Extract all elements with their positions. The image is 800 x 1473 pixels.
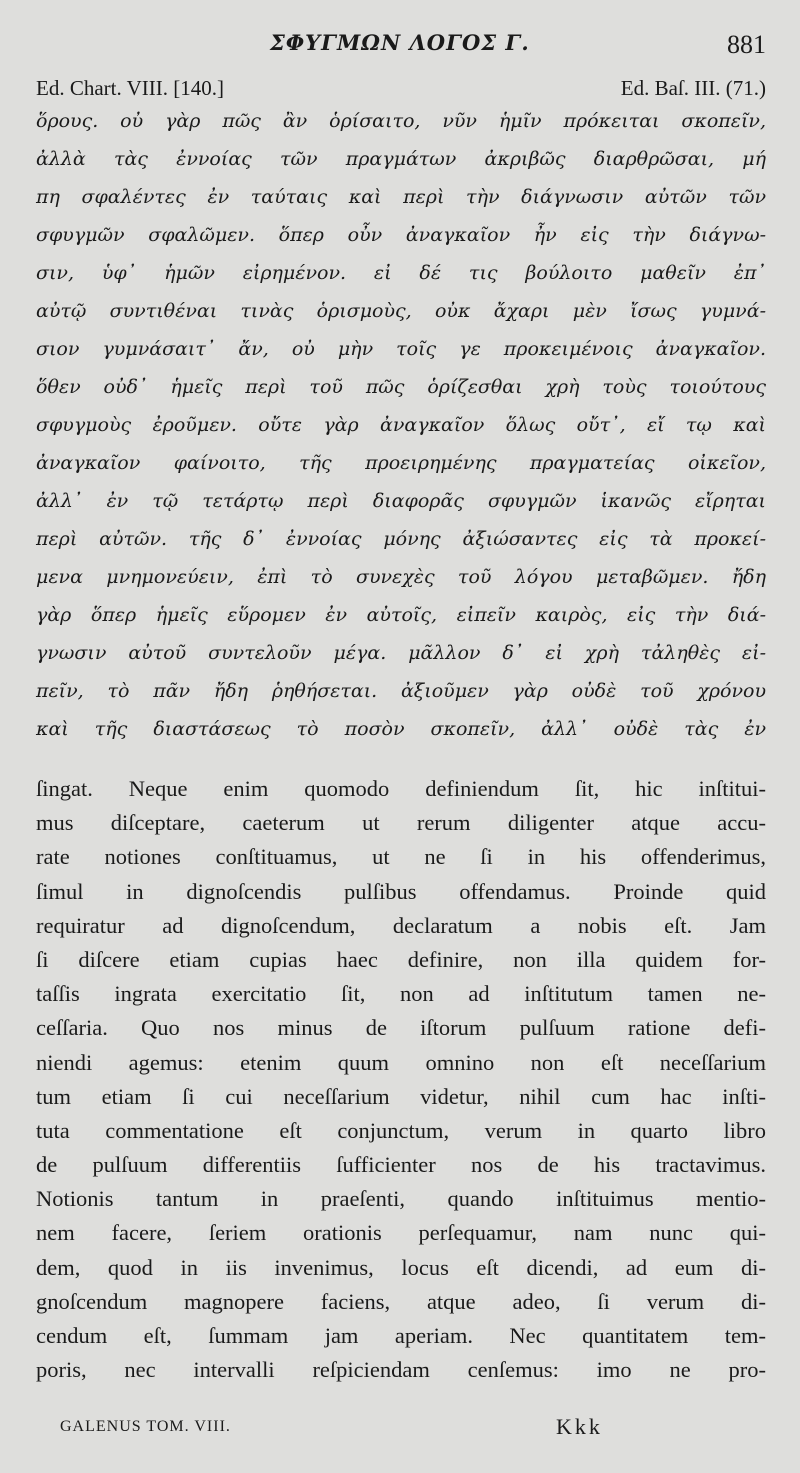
signature-mark: Kkk <box>556 1414 603 1439</box>
greek-text-line: μενα μνημονεύειν, ἐπὶ τὸ συνεχὲς τοῦ λόγου μεταβῶμεν. ἤδη <box>36 566 766 588</box>
latin-text-line: ſi diſcere etiam cupias haec definire, non illa quidem for- <box>36 946 766 972</box>
page-footer <box>36 1414 766 1444</box>
footer-volume: GALENUS TOM. VIII. <box>60 1418 231 1435</box>
latin-text-line: ſimul in dignoſcendis pulſibus offendamus. Proinde quid <box>36 878 766 904</box>
latin-text-line: mus diſceptare, caeterum ut rerum diligenter atque accu- <box>36 810 766 836</box>
greek-text-line: γνωσιν αὐτοῦ συντελοῦν μέγα. μᾶλλον δ᾽ εἰ χρὴ τἀληθὲς εἰ- <box>36 642 766 664</box>
latin-text-line: niendi agemus: etenim quum omnino non eſt neceſſarium <box>36 1049 766 1075</box>
greek-text-line: ἀναγκαῖον φαίνοιτο, τῆς προειρημένης πραγματείας οἰκεῖον, <box>36 452 766 474</box>
latin-text-line: Notionis tantum in praeſenti, quando inſtituimus mentio- <box>36 1186 766 1212</box>
latin-text-line: taſſis ingrata exercitatio ſit, non ad inſtitutum tamen ne- <box>36 981 766 1007</box>
latin-text-line: ſingat. Neque enim quomodo definiendum ſit, hic inſtitui- <box>36 776 766 801</box>
edition-chartier: Ed. Chart. VIII. [140.] <box>36 76 224 100</box>
latin-text-line: de pulſuum differentiis ſufficienter nos de his tractavimus. <box>36 1152 766 1178</box>
greek-text-line: ἀλλὰ τὰς ἐννοίας τῶν πραγμάτων ἀκριβῶς διαρθρῶσαι, μή <box>36 148 766 170</box>
greek-text-line: καὶ τῆς διαστάσεως τὸ ποσὸν σκοπεῖν, ἀλλ᾽ οὐδὲ τὰς ἐν <box>36 718 766 740</box>
greek-text-line: γὰρ ὅπερ ἡμεῖς εὕρομεν ἐν αὐτοῖς, εἰπεῖν καιρὸς, εἰς τὴν διά- <box>36 604 766 626</box>
latin-text-line: tuta commentatione eſt conjunctum, verum in quarto libro <box>36 1117 766 1143</box>
greek-text-line: ὅθεν οὐδ᾽ ἡμεῖς περὶ τοῦ πῶς ὁρίζεσθαι χρὴ τοὺς τοιούτους <box>36 376 766 398</box>
latin-text-line: nem facere, ſeriem orationis perſequamur, nam nunc qui- <box>36 1220 766 1246</box>
greek-text-line: ὅρους. οὐ γὰρ πῶς ἂν ὁρίσαιτο, νῦν ἡμῖν πρόκειται σκοπεῖν, <box>36 110 766 132</box>
latin-text-line: cendum eſt, ſummam jam aperiam. Nec quantitatem tem- <box>36 1323 766 1348</box>
greek-text-line: περὶ αὐτῶν. τῆς δ᾽ ἐννοίας μόνης ἀξιώσαντες εἰς τὰ προκεί- <box>36 528 766 550</box>
page-number: 881 <box>727 30 766 59</box>
greek-text-line: σιον γυμνάσαιτ᾽ ἄν, οὐ μὴν τοῖς γε προκειμένοις ἀναγκαῖον. <box>36 338 766 360</box>
running-head <box>0 22 800 62</box>
greek-text-line: σφυγμῶν σφαλῶμεν. ὅπερ οὖν ἀναγκαῖον ἦν εἰς τὴν διάγνω- <box>36 224 766 246</box>
latin-text-line: dem, quod in iis invenimus, locus eſt dicendi, ad eum di- <box>36 1254 766 1280</box>
greek-text-line: σιν, ὑφ᾽ ἡμῶν εἰρημένον. εἰ δέ τις βούλοιτο μαθεῖν ἐπ᾽ <box>36 262 766 284</box>
latin-text-line: tum etiam ſi cui neceſſarium videtur, nihil cum hac inſti- <box>36 1083 766 1109</box>
greek-text-line: αὐτῷ συντιθέναι τινὰς ὁρισμοὺς, οὐκ ἄχαρι μὲν ἴσως γυμνά- <box>36 300 766 322</box>
latin-text-line: poris, nec intervalli reſpiciendam cenſemus: imo ne pro- <box>36 1357 766 1383</box>
latin-text-column <box>36 772 766 1387</box>
greek-text-line: ἀλλ᾽ ἐν τῷ τετάρτῳ περὶ διαφορᾶς σφυγμῶν ἱκανῶς εἴρηται <box>36 490 766 512</box>
running-title: ΣΦΥΓΜΩΝ ΛΟΓΟΣ Γ. <box>270 30 530 55</box>
latin-text-line: requiratur ad dignoſcendum, declaratum a nobis eſt. Jam <box>36 912 766 938</box>
greek-text-line: πεῖν, τὸ πᾶν ἤδη ῥηθήσεται. ἀξιοῦμεν γὰρ οὐδὲ τοῦ χρόνου <box>36 680 766 702</box>
greek-text-line: σφυγμοὺς ἐροῦμεν. οὔτε γὰρ ἀναγκαῖον ὅλως οὔτ᾽, εἴ τῳ καὶ <box>36 414 766 436</box>
edition-references <box>36 76 766 104</box>
edition-basel: Ed. Baſ. III. (71.) <box>620 76 766 100</box>
latin-text-line: ceſſaria. Quo nos minus de iſtorum pulſuum ratione defi- <box>36 1015 766 1041</box>
latin-text-line: rate notiones conſtituamus, ut ne ſi in his offenderimus, <box>36 844 766 870</box>
greek-text-line: πη σφαλέντες ἐν ταύταις καὶ περὶ τὴν διάγνωσιν αὐτῶν τῶν <box>36 186 766 208</box>
greek-text-column <box>36 102 766 748</box>
latin-text-line: gnoſcendum magnopere faciens, atque adeo, ſi verum di- <box>36 1288 766 1314</box>
